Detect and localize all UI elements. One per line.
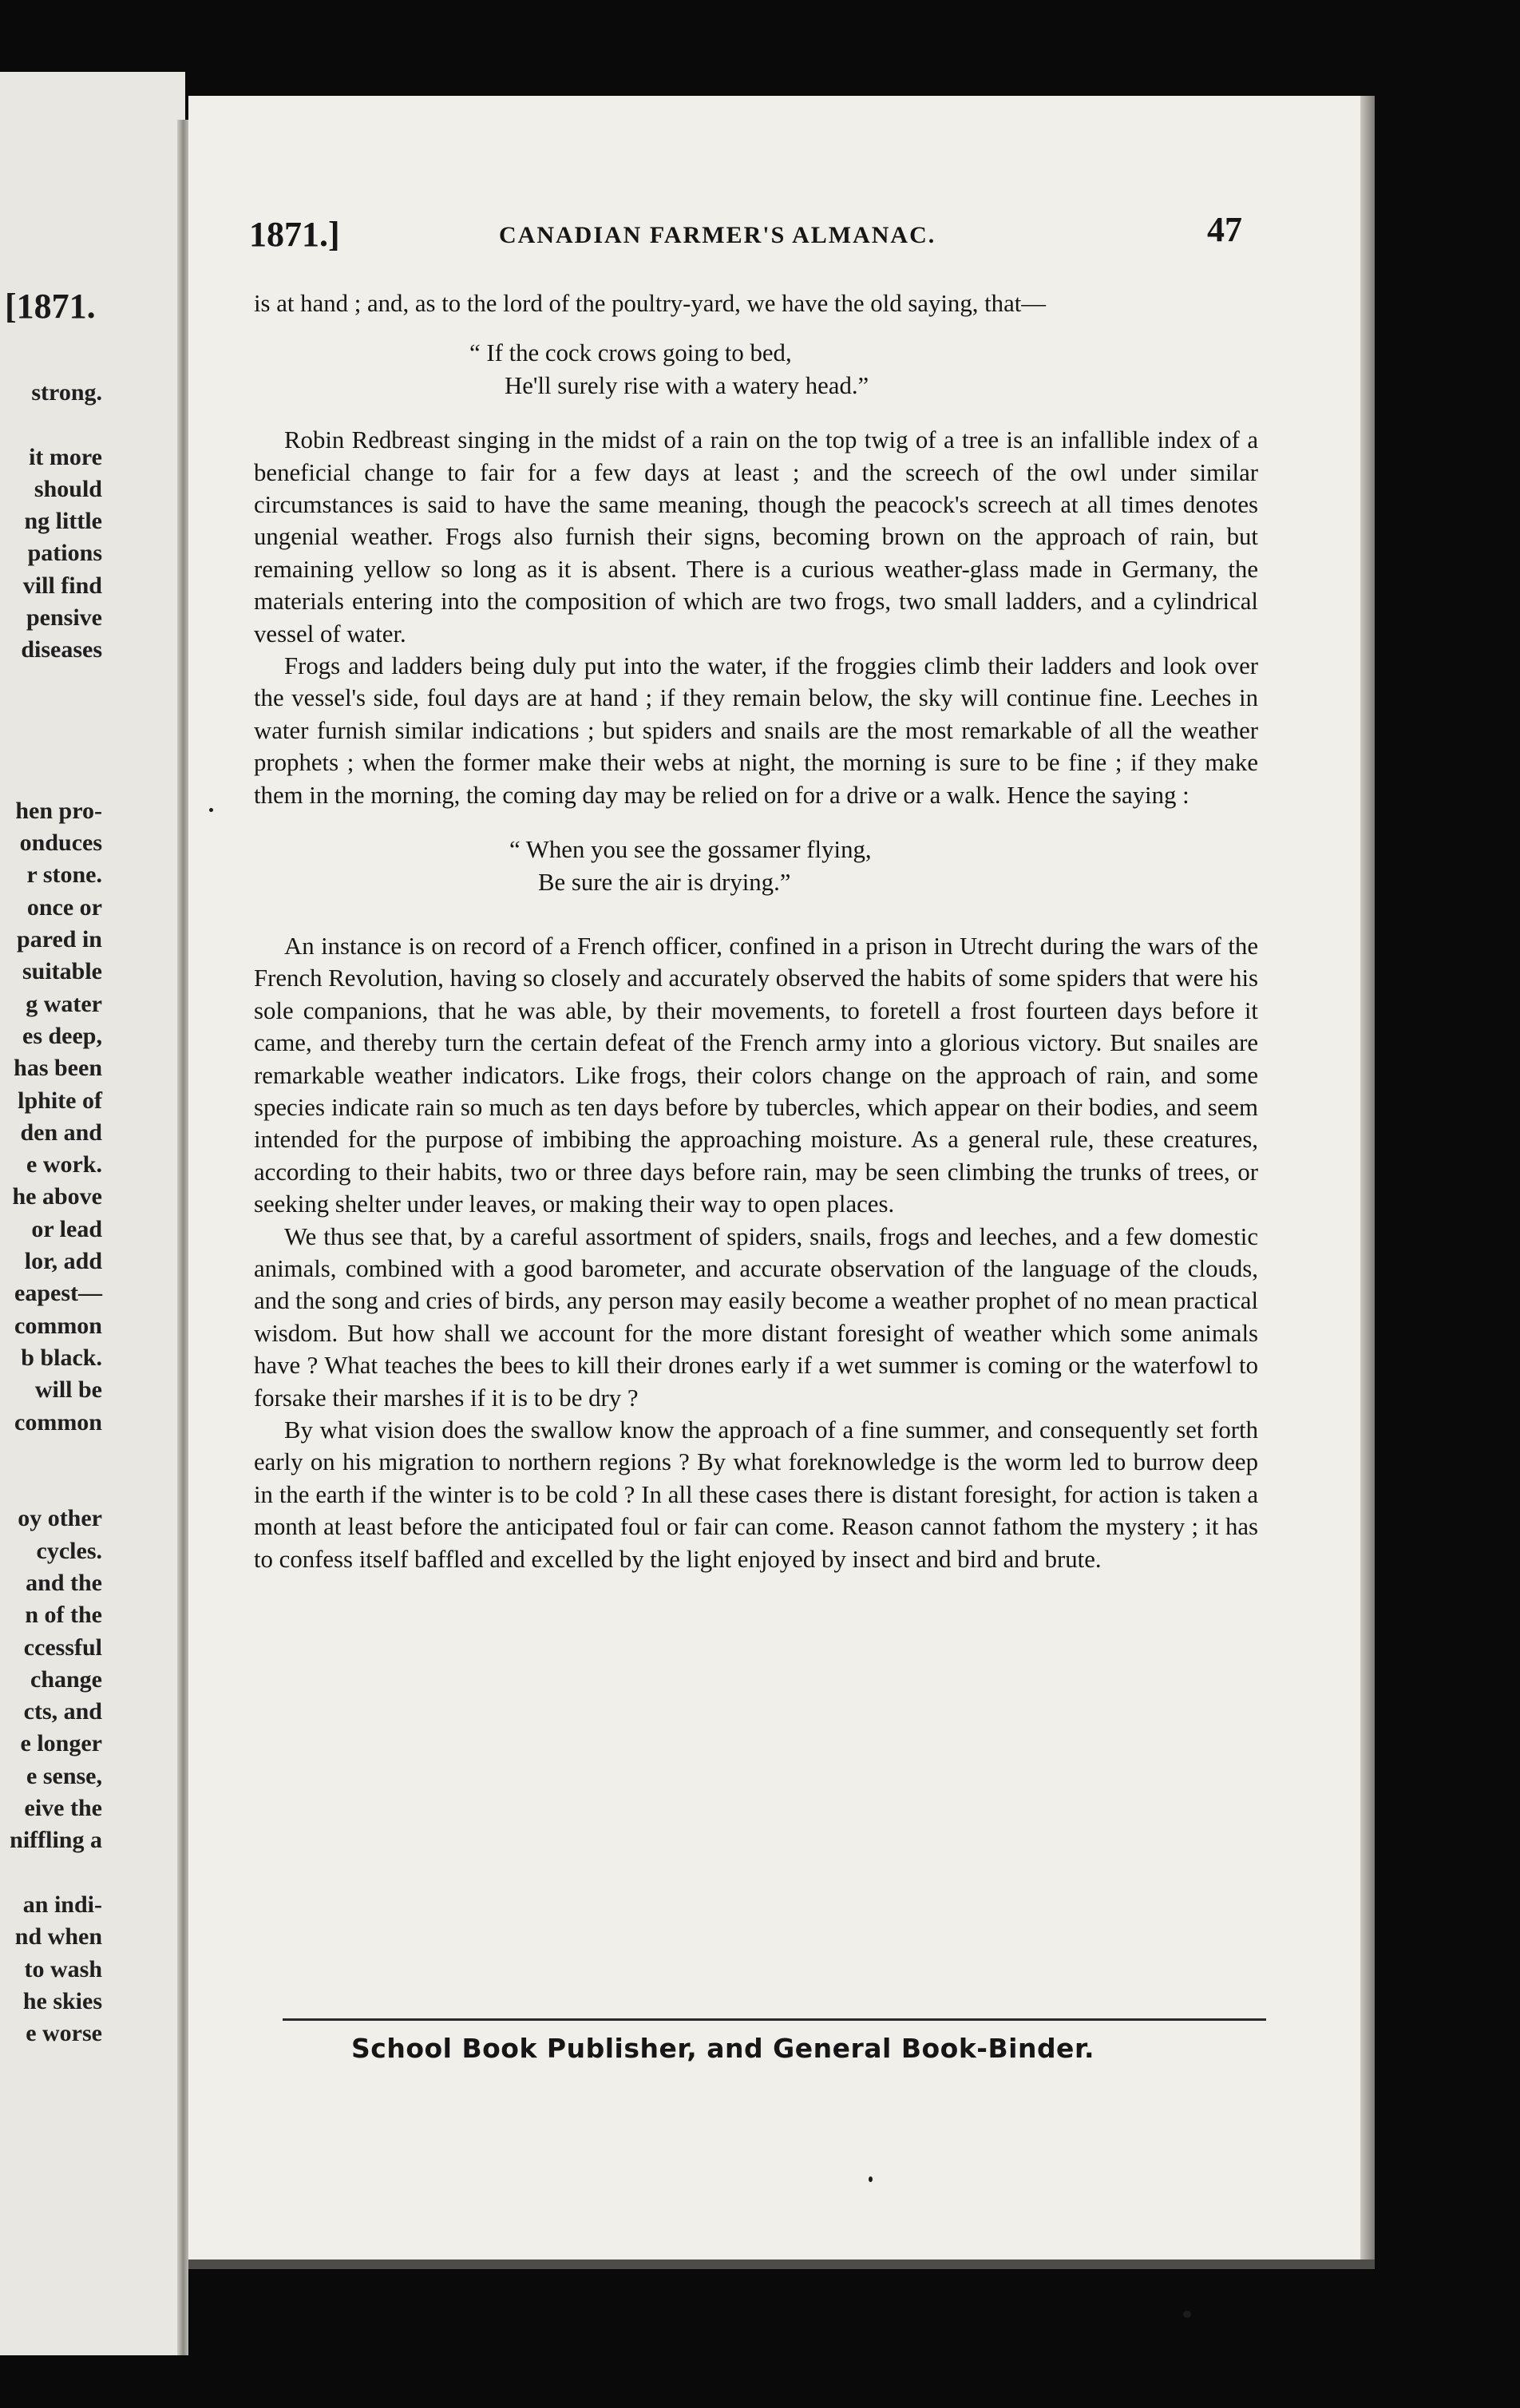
left-page-line <box>10 699 102 731</box>
scan-speck <box>1183 2311 1191 2318</box>
left-page-line: change <box>30 1665 102 1693</box>
left-page-line: e longer <box>20 1730 102 1757</box>
left-page-line <box>10 409 102 441</box>
paragraph: An instance is on record of a French officer, confined in a prison in Utrecht during the wars of the French Revolution, having so closely and accurately observed the habits of some spiders that were his sole companions, that he was able, by their movements, to foretell a frost fourteen days before it came, and thereby turn the certain defeat of the French army into a glorious victory. But snailes are remarkable weather indicators. Like frogs, their colors change on the approach of rain, and some species indicate rain so much as ten days before by tubercles, which appear on their bodies, and seem intended for the purpose of imbibing the approaching moisture. As a general rule, these creatures, according to their habits, two or three days before rain, may be seen climbing the trunks of trees, or seeking shelter under leaves, or making their way to open places. <box>254 932 1258 1218</box>
left-page-line <box>10 763 102 795</box>
left-page-line <box>10 731 102 762</box>
paragraph: Robin Redbreast singing in the midst of a rain on the top twig of a tree is an infallible index of a beneficial change to fair for a few days at least ; and the screech of the owl under similar circumstances is said to have the same meaning, though the peacock's screech at all times denotes ungenial weather. Frogs also furnish their signs, becoming brown on the approach of rain, but remaining yellow so long as it is absent. There is a curious weather-glass made in Germany, the materials entering into the composition of which are two frogs, two small ladders, and a cylindrical vessel of water. <box>254 426 1258 648</box>
left-page-line: lphite of <box>18 1087 102 1114</box>
left-page-line: den and <box>20 1119 102 1146</box>
left-page-line: it more <box>29 443 102 470</box>
left-page-line: or lead <box>31 1215 102 1242</box>
left-page-line: oy other <box>18 1505 102 1532</box>
verse-line: “ If the cock crows going to bed, <box>469 339 792 367</box>
left-page-line: common <box>14 1408 102 1436</box>
left-page-line: suitable <box>22 958 102 985</box>
left-page-line: r stone. <box>26 861 102 889</box>
paragraph: By what vision does the swallow know the approach of a fine summer, and consequently set forth early on his migration to northern regions ? By what foreknowledge is the worm led to burrow deep in the earth if the winter is to be cold ? In all these cases there is distant foresight, for action is taken a month at least before the anticipated foul or fair can come. Reason cannot fathom the mystery ; it has to confess itself baffled and excelled by the light enjoyed by insect and bird and brute. <box>254 1416 1258 1573</box>
left-page-line: e worse <box>26 2020 102 2047</box>
left-page-line: will be <box>34 1376 102 1404</box>
footer-rule <box>283 2018 1266 2021</box>
left-page-line <box>10 1471 102 1503</box>
left-page-line: should <box>34 475 102 502</box>
left-page-line: nd when <box>14 1923 102 1951</box>
running-head-year: 1871.] <box>249 215 340 254</box>
running-head <box>249 209 1242 259</box>
page-shadow <box>188 2259 1375 2269</box>
left-page-line: cycles. <box>36 1537 102 1564</box>
left-page-line: g water <box>26 990 102 1017</box>
scan-speck <box>209 808 213 812</box>
left-page-line: an indi- <box>22 1891 102 1918</box>
left-page-line: to wash <box>24 1955 102 1982</box>
paragraph: Frogs and ladders being duly put into the water, if the froggies climb their ladders and look over the vessel's side, foul days are at hand ; if they remain below, the sky will continue fine. Leeches in water furnish similar indications ; but spiders and snails are the most remarkable of all the weather prophets ; when the former make their webs at night, the morning is sure to be fine ; if they make them in the morning, the coming day may be relied on for a drive or a walk. Hence the saying : <box>254 652 1258 809</box>
left-page-line: niffling a <box>10 1827 102 1854</box>
left-page-line: eapest— <box>14 1280 102 1307</box>
left-page-line: cts, and <box>23 1698 102 1725</box>
left-page-line: he above <box>12 1183 102 1210</box>
paragraph: We thus see that, by a careful assortment of spiders, snails, frogs and leeches, and a few domestic animals, combined with a good barometer, and accurate observation of the language of the clouds, and the song and cries of birds, any person may easily become a weather prophet of no mean practical wisdom. But how shall we account for the more distant foresight of weather which some animals have ? What teaches the bees to kill their drones early if a wet summer is coming or the waterfowl to forsake their marshes if it is to be dry ? <box>254 1222 1258 1412</box>
left-page-line: b black. <box>21 1344 102 1371</box>
left-page-line: has been <box>14 1055 102 1082</box>
left-page-line: eive the <box>24 1795 102 1822</box>
left-page-line <box>10 1439 102 1471</box>
left-page-line: e sense, <box>26 1762 102 1789</box>
left-page-line: n of the <box>25 1602 102 1629</box>
left-page-line: pations <box>27 540 102 567</box>
footer-advertisement: School Book Publisher, and General Book-Binder. <box>351 2033 1095 2064</box>
scan-speck <box>869 2176 873 2182</box>
left-page-line: diseases <box>21 636 102 663</box>
left-page-line: e work. <box>26 1151 102 1178</box>
left-page-line: strong. <box>31 379 102 406</box>
left-page-line: lor, add <box>24 1248 102 1275</box>
left-page-line: and the <box>26 1569 102 1596</box>
verse-line: Be sure the air is drying.” <box>538 868 791 896</box>
page-number: 47 <box>1207 210 1242 249</box>
left-page-line: once or <box>26 893 102 921</box>
left-page-line: he skies <box>22 1987 102 2014</box>
left-page-fragment <box>0 72 185 2355</box>
left-page-line: es deep, <box>22 1022 102 1049</box>
left-page-header: [1871. <box>5 287 96 326</box>
body-text <box>254 287 1258 1575</box>
left-page-text <box>10 377 102 2050</box>
left-page-line <box>10 667 102 699</box>
left-page-line: onduces <box>19 830 102 857</box>
left-page-line: hen pro- <box>15 797 102 824</box>
page-edge <box>1360 96 1375 2259</box>
left-page-line: pensive <box>26 604 102 632</box>
left-page-line: pared in <box>17 926 102 953</box>
running-head-title: CANADIAN FARMER'S ALMANAC. <box>499 222 936 248</box>
verse-line: “ When you see the gossamer flying, <box>509 836 872 864</box>
verse-line: He'll surely rise with a watery head.” <box>505 371 869 399</box>
left-page-line: ccessful <box>23 1634 102 1661</box>
left-page-line: common <box>14 1312 102 1339</box>
verse-quote <box>254 337 1258 402</box>
paragraph: is at hand ; and, as to the lord of the poultry-yard, we have the old saying, that— <box>254 290 1047 317</box>
left-page-line: ng little <box>24 508 102 535</box>
left-page-line <box>10 1857 102 1889</box>
verse-quote <box>254 834 1258 898</box>
left-page-line: vill find <box>22 572 102 599</box>
book-gutter <box>177 120 188 2355</box>
